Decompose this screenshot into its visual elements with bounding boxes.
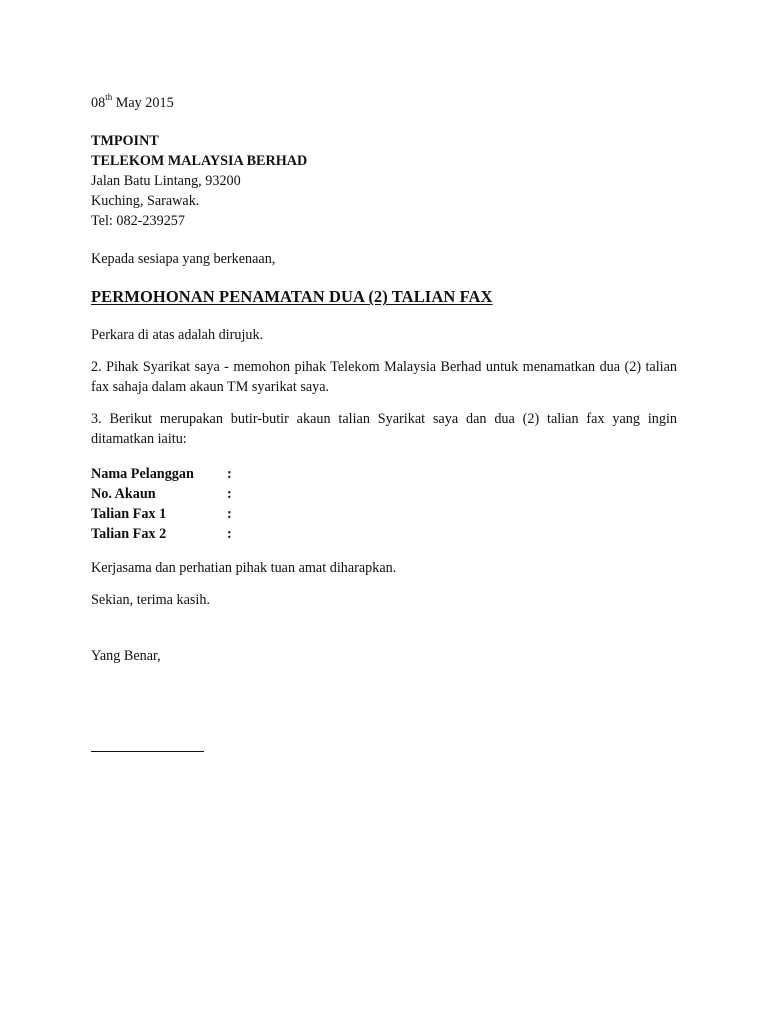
recipient-line-3: Jalan Batu Lintang, 93200 (91, 173, 241, 189)
recipient-line-1: TMPOINT (91, 133, 159, 149)
closing-cooperation: Kerjasama dan perhatian pihak tuan amat diharapkan. (91, 560, 397, 576)
recipient-address (91, 131, 677, 231)
detail-label: Talian Fax 1 (91, 506, 167, 522)
detail-colon: : (227, 486, 232, 502)
detail-row-fax-2 (91, 524, 677, 544)
paragraph-request: 2. Pihak Syarikat saya - memohon pihak Telekom Malaysia Berhad untuk menamatkan dua (2) talian fax sahaja dalam akaun TM syarikat saya. (91, 359, 677, 395)
salutation: Kepada sesiapa yang berkenaan, (91, 251, 276, 267)
date-rest: May 2015 (112, 95, 174, 111)
detail-row-fax-1 (91, 504, 677, 524)
detail-label: Talian Fax 2 (91, 526, 167, 542)
letter-page (91, 93, 677, 666)
detail-colon: : (227, 466, 232, 482)
paragraph-details-intro: 3. Berikut merupakan butir-butir akaun talian Syarikat saya dan dua (2) talian fax yang ingin ditamatkan iaitu: (91, 411, 677, 447)
letter-subject: PERMOHONAN PENAMATAN DUA (2) TALIAN FAX (91, 287, 493, 306)
recipient-phone: Tel: 082-239257 (91, 213, 185, 229)
detail-colon: : (227, 506, 232, 522)
date-suffix: th (105, 92, 113, 103)
signature-line (91, 751, 204, 752)
detail-row-account-no (91, 484, 677, 504)
detail-row-customer-name (91, 464, 677, 484)
date-day: 08 (91, 95, 106, 111)
paragraph-reference: Perkara di atas adalah dirujuk. (91, 327, 264, 343)
sign-off: Yang Benar, (91, 648, 161, 664)
letter-date (91, 93, 677, 113)
detail-label: Nama Pelanggan (91, 466, 194, 482)
detail-label: No. Akaun (91, 486, 156, 502)
account-details (91, 464, 677, 544)
detail-colon: : (227, 526, 232, 542)
recipient-line-4: Kuching, Sarawak. (91, 193, 200, 209)
recipient-line-2: TELEKOM MALAYSIA BERHAD (91, 153, 308, 169)
closing-thanks: Sekian, terima kasih. (91, 592, 210, 608)
